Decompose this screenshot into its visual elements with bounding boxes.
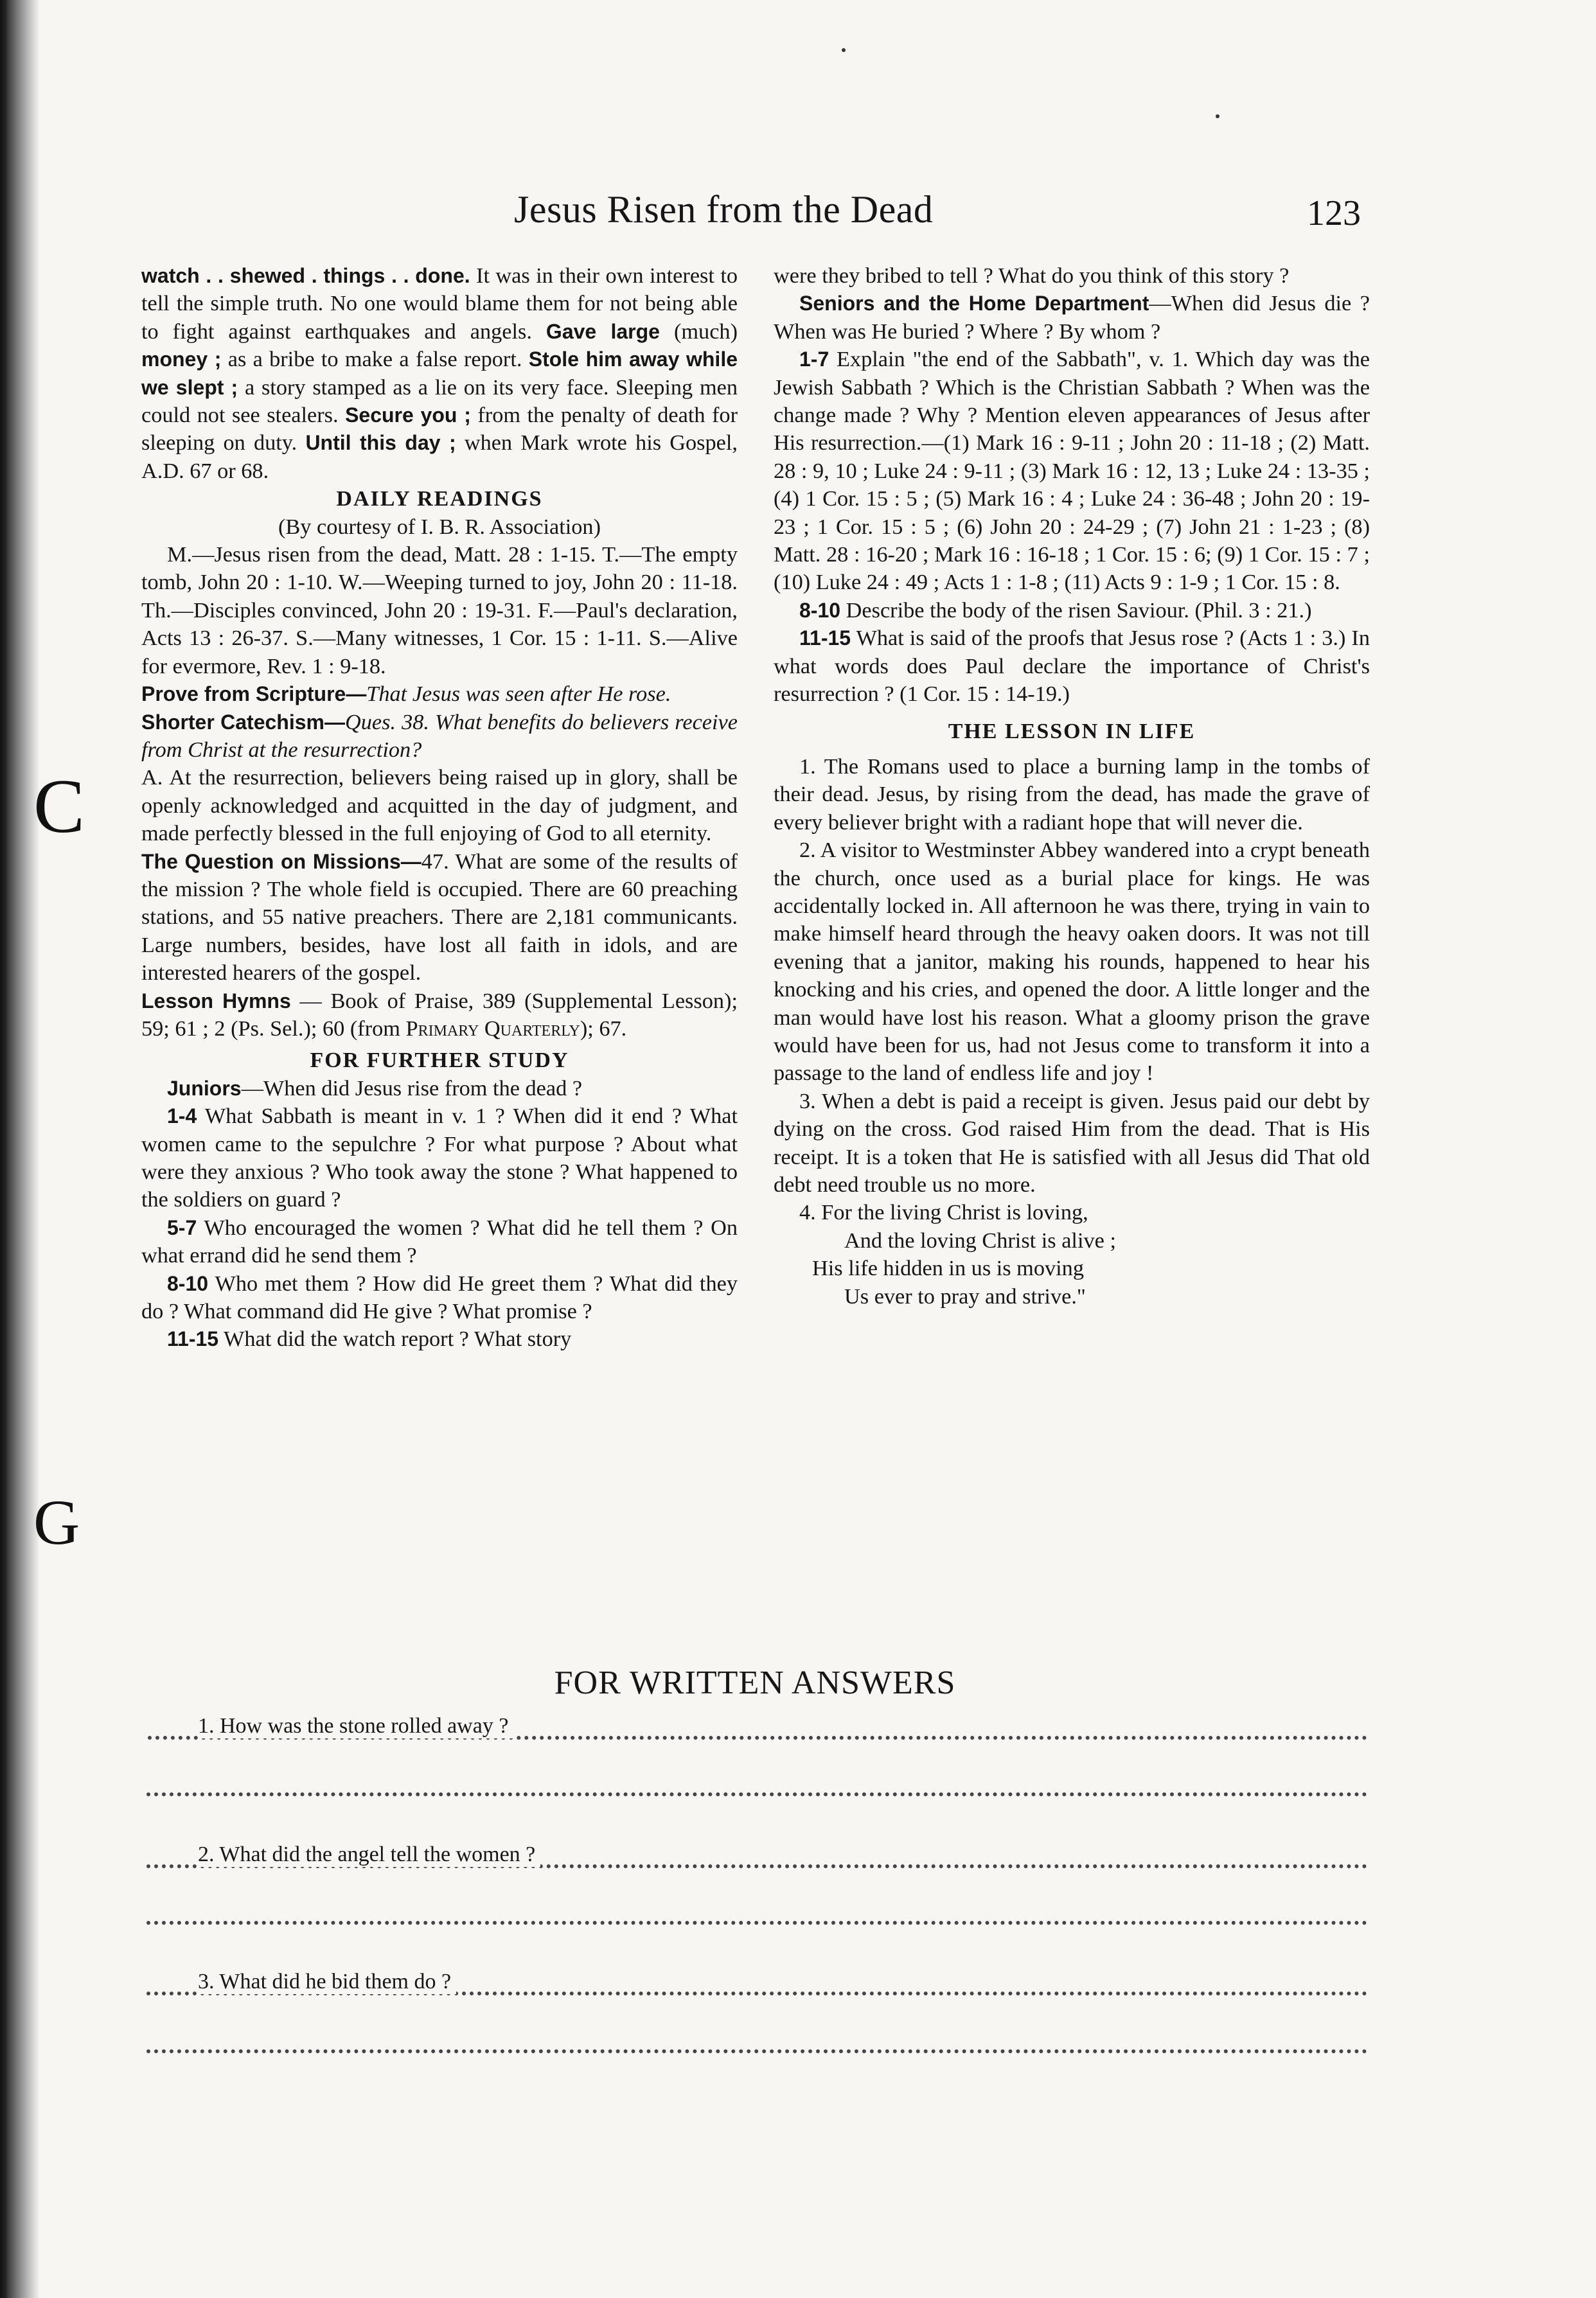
lesson-point-2: 2. A visitor to Westminster Abbey wandered into a crypt beneath the church, once used as a burial place for kings. He was accidentally locked in. All afternoon he was there, trying in vain to make himself heard through the heavy oaken doors. It was not till evening that a janitor, making his rounds, happened to hear his knocking and his cries, and opened the door. A little longer and the man would have lost his reason. What a gloomy prison the grave would have been for us, had not Jesus come to transform it into a passage to the land of endless life and joy !	[774, 838, 1370, 1086]
juniors-1-4	[141, 1102, 738, 1214]
text: Explain "the end of the Sabbath", v. 1. Which day was the Jewish Sabbath ? Which is the Christian Sabbath ? When was the change made ? Why ? Mention eleven appearances of Jesus after His resurrection.—(1) Mark 16 : 9-11 ; John 20 : 11-18 ; (2) Matt. 28 : 9, 10 ; Luke 24 : 9-11 ; (3) Mark 16 : 12, 13 ; Luke 24 : 13-35 ; (4) 1 Cor. 15 : 5 ; (5) Mark 16 : 4 ; Luke 24 : 36-48 ; John 20 : 19-23 ; 1 Cor. 15 : 5 ; (6) John 20 : 24-29 ; (7) John 21 : 1-23 ; (8) Matt. 28 : 16-20 ; Mark 16 : 16-18 ; 1 Cor. 15 : 6; (9) 1 Cor. 15 : 7 ; (10) Luke 24 : 49 ; Acts 1 : 1-8 ; (11) Acts 9 : 1-9 ; 1 Cor. 15 : 8.	[774, 347, 1370, 595]
text: —When did Jesus rise from the dead ?	[241, 1075, 583, 1100]
lesson-point-4-line-3: His life hidden in us is moving	[812, 1256, 1084, 1281]
text: That Jesus was seen after He rose.	[366, 682, 671, 707]
binding-mark-g: G	[33, 1487, 80, 1558]
text: 47. What are some of the results of the mission ? The whole field is occupied. There are 60 preaching stations, and 55 native preachers. There are 2,181 communicants. Large numbers, besides, have lost all faith in idols, and are interested hearers of the gospel.	[141, 849, 738, 985]
question-text: 3. What did he bid them do ?	[198, 1970, 456, 1994]
question-text: 1. How was the stone rolled away ?	[198, 1714, 513, 1738]
text: a story stamped as a lie on its very face. Sleeping men could not see stealers.	[141, 375, 738, 428]
lesson-point-4-line-1: 4. For the living Christ is loving,	[799, 1200, 1088, 1225]
daily-readings-text: M.—Jesus risen from the dead, Matt. 28 : 1-15. T.—The empty tomb, John 20 : 1-10. W.—Weeping turned to joy, John 20 : 11-18. Th.—Disciples convinced, John 20 : 19-31. F.—Paul's declaration, Acts 13 : 26-37. S.—Many witnesses, 1 Cor. 15 : 1-11. S.—Alive for evermore, Rev. 1 : 9-18.	[141, 542, 738, 678]
seniors-intro	[774, 290, 1370, 346]
paragraph-watch	[141, 262, 738, 485]
seniors-11-15	[774, 624, 1370, 708]
juniors-8-10	[141, 1270, 738, 1326]
text: What did the watch report ? What story	[218, 1327, 572, 1352]
bold-phrase: Seniors and the Home Department	[799, 292, 1149, 315]
text: Who met them ? How did He greet them ? What did they do ? What command did He give ? What promise ?	[141, 1271, 738, 1324]
text: from the penalty of death for sleeping on duty.	[141, 403, 738, 455]
right-column	[774, 262, 1370, 1311]
lesson-in-life-heading: THE LESSON IN LIFE	[948, 719, 1196, 743]
paragraph-continued: were they bribed to tell ? What do you think of this story ?	[774, 263, 1290, 288]
bold-phrase: Prove from Scripture—	[141, 682, 367, 706]
question-text: 2. What did the angel tell the women ?	[198, 1843, 540, 1867]
text: What is said of the proofs that Jesus rose ? (Acts 1 : 3.) In what words does Paul declare the importance of Christ's resurrection ? (1 Cor. 15 : 14-19.)	[774, 626, 1370, 707]
bold-phrase: The Question on Missions—	[141, 849, 421, 873]
text: Who encouraged the women ? What did he tell them ? On what errand did he send them ?	[141, 1215, 738, 1268]
binding-mark-c: C	[33, 763, 85, 849]
question-on-missions	[141, 848, 738, 987]
text: Ques. 38. What benefits do believers receive from Christ at the resurrection?	[141, 709, 738, 762]
lesson-point-1: 1. The Romans used to place a burning lamp in the tombs of their dead. Jesus, by rising from the dead, has made the grave of every believer bright with a radiant hope that will never die.	[774, 754, 1370, 835]
text: — Book of Praise, 389 (Supplemental Lesson); 59; 61 ; 2 (Ps. Sel.); 60 (from	[141, 988, 738, 1041]
juniors-11-15	[141, 1325, 738, 1353]
shorter-catechism-question	[141, 709, 738, 765]
bold-phrase: Juniors	[167, 1076, 242, 1100]
bold-phrase: 1-4	[167, 1104, 197, 1128]
speck	[842, 48, 846, 52]
bold-phrase: Gave large	[545, 319, 660, 343]
daily-readings-subtitle: (By courtesy of I. B. R. Association)	[278, 514, 601, 539]
text: Primary Quarterly	[405, 1016, 580, 1041]
bold-phrase: watch . . shewed . things . . done.	[141, 264, 470, 287]
juniors-5-7	[141, 1214, 738, 1270]
answer-line[interactable]	[146, 1921, 1367, 1925]
question-2	[146, 1843, 1367, 1875]
bold-phrase: Stole him away while we slept ;	[141, 348, 738, 399]
lesson-point-4-line-2: And the loving Christ is alive ;	[844, 1228, 1116, 1253]
seniors-1-7	[774, 346, 1370, 597]
text: when Mark wrote his Gospel, A.D. 67 or 68.	[141, 430, 738, 483]
further-study-heading: FOR FURTHER STUDY	[310, 1048, 569, 1073]
prove-from-scripture	[141, 680, 738, 708]
bold-phrase: 8-10	[799, 598, 841, 622]
bold-phrase: Shorter Catechism—	[141, 710, 345, 734]
page-number: 123	[1307, 193, 1361, 233]
answer-line[interactable]	[146, 1792, 1367, 1796]
bold-phrase: 8-10	[167, 1271, 209, 1295]
running-header-title: Jesus Risen from the Dead	[514, 188, 934, 231]
lesson-point-3: 3. When a debt is paid a receipt is given. Jesus paid our debt by dying on the cross. God raised Him from the dead. That is His receipt. It is a token that He is satisfied with all Jesus did That old debt need trouble us no more.	[774, 1088, 1370, 1197]
text: as a bribe to make a false report.	[221, 347, 529, 372]
question-3	[146, 1970, 1367, 2002]
written-answers-title: FOR WRITTEN ANSWERS	[554, 1665, 956, 1701]
book-binding-edge	[0, 0, 40, 2298]
daily-readings-heading: DAILY READINGS	[336, 487, 543, 511]
speck	[1216, 114, 1219, 118]
left-column	[141, 262, 738, 1354]
bold-phrase: 1-7	[799, 348, 829, 371]
seniors-8-10	[774, 597, 1370, 624]
text: —When did Jesus die ? When was He buried ? Where ? By whom ?	[774, 291, 1370, 344]
text: What Sabbath is meant in v. 1 ? When did it end ? What women came to the sepulchre ? For what purpose ? About what were they anxious ? Who took away the stone ? What happened to the soldiers on guard ?	[141, 1104, 738, 1212]
lesson-hymns	[141, 987, 738, 1043]
bold-phrase: money ;	[141, 348, 222, 371]
shorter-catechism-answer: A. At the resurrection, believers being raised up in glory, shall be openly acknowledged and acquitted in the day of judgment, and made perfectly blessed in the full enjoying of God to all eternity.	[141, 765, 738, 846]
juniors-intro	[141, 1075, 738, 1102]
lesson-point-4-line-4: Us ever to pray and strive."	[844, 1284, 1086, 1309]
question-1	[146, 1714, 1367, 1746]
bold-phrase: Lesson Hymns	[141, 989, 291, 1012]
bold-phrase: Secure you ;	[345, 403, 471, 427]
bold-phrase: 5-7	[167, 1215, 197, 1239]
text: Describe the body of the risen Saviour. (Phil. 3 : 21.)	[840, 597, 1312, 623]
bold-phrase: Until this day ;	[305, 431, 456, 455]
text: (much)	[659, 319, 738, 344]
text: It was in their own interest to tell the simple truth. No one would blame them for not being able to fight against earthquakes and angels.	[141, 263, 738, 344]
bold-phrase: 11-15	[799, 626, 851, 650]
text: ); 67.	[580, 1016, 627, 1041]
answer-line[interactable]	[146, 2049, 1367, 2053]
bold-phrase: 11-15	[167, 1327, 219, 1351]
